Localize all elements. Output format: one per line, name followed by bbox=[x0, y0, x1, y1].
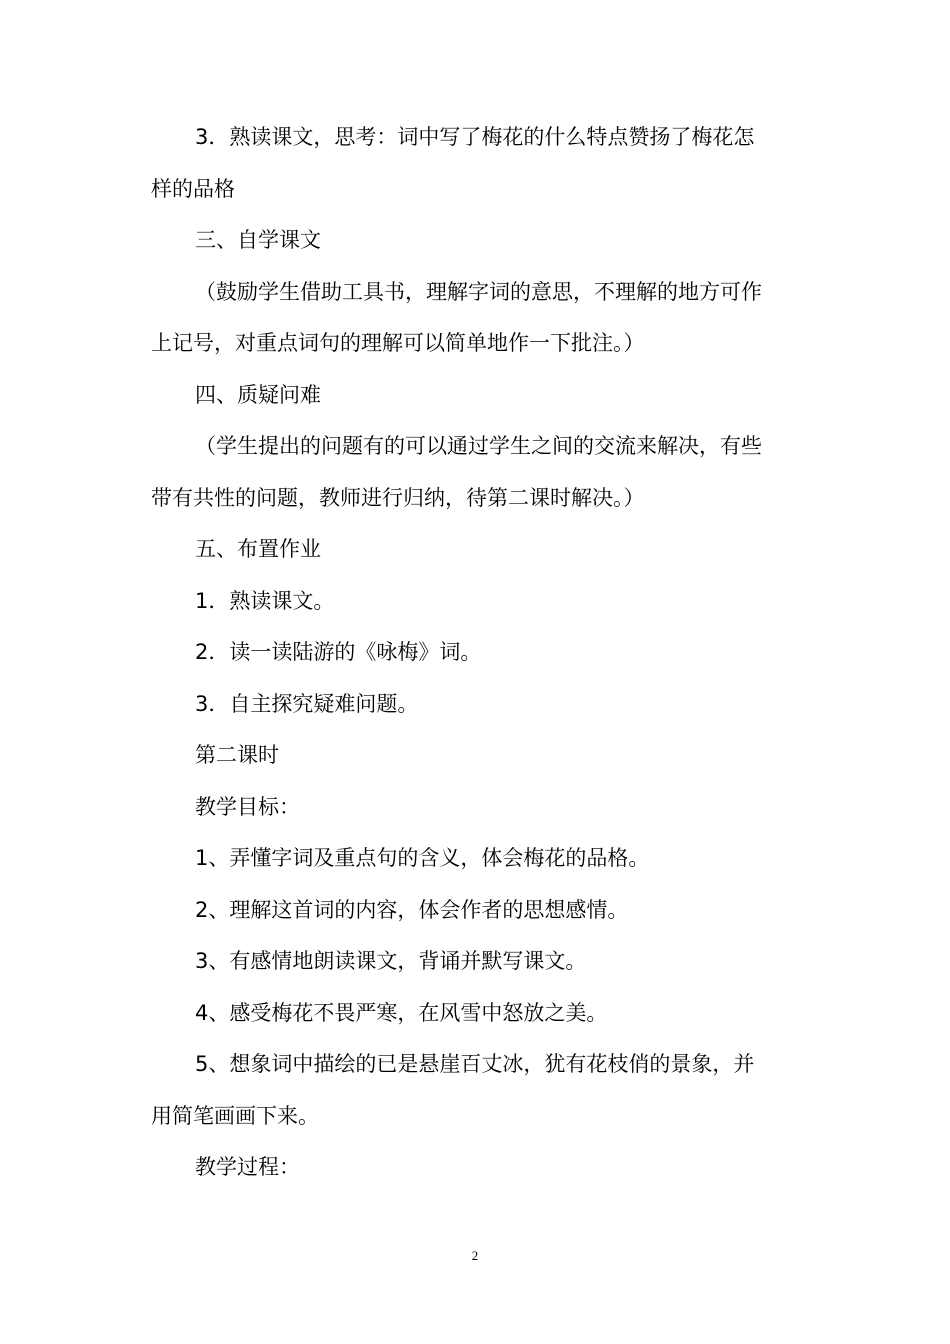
paragraph-line: 用简笔画画下来。 bbox=[151, 1103, 319, 1128]
list-item: 1、弄懂字词及重点句的含义，体会梅花的品格。 bbox=[195, 846, 650, 870]
paragraph-line: 样的品格 bbox=[151, 176, 235, 201]
section-heading: 教学过程： bbox=[195, 1155, 300, 1179]
section-heading: 五、布置作业 bbox=[195, 537, 321, 561]
page-number: 2 bbox=[471, 1248, 479, 1263]
list-item: 4、感受梅花不畏严寒，在风雪中怒放之美。 bbox=[195, 1000, 608, 1025]
document-body bbox=[151, 112, 801, 1194]
list-item: 2．读一读陆游的《咏梅》词。 bbox=[195, 640, 482, 664]
section-heading: 教学目标： bbox=[195, 794, 300, 819]
list-item: 3．自主探究疑难问题。 bbox=[195, 691, 419, 716]
paragraph-line: 3．熟读课文，思考：词中写了梅花的什么特点赞扬了梅花怎 bbox=[195, 125, 755, 149]
section-heading: 第二课时 bbox=[195, 743, 279, 767]
paragraph-line: 带有共性的问题，教师进行归纳，待第二课时解决。） bbox=[151, 485, 645, 510]
paragraph-line: （鼓励学生借助工具书，理解字词的意思，不理解的地方可作 bbox=[195, 279, 762, 304]
section-heading: 四、质疑问难 bbox=[195, 382, 321, 407]
list-item: 2、理解这首词的内容，体会作者的思想感情。 bbox=[195, 897, 629, 922]
paragraph-line: （学生提出的问题有的可以通过学生之间的交流来解决，有些 bbox=[195, 434, 762, 458]
section-heading: 三、自学课文 bbox=[195, 228, 321, 252]
list-item: 5、想象词中描绘的已是悬崖百丈冰，犹有花枝俏的景象，并 bbox=[195, 1052, 755, 1076]
list-item: 3、有感情地朗读课文，背诵并默写课文。 bbox=[195, 949, 587, 973]
list-item: 1．熟读课文。 bbox=[195, 588, 335, 613]
paragraph-line: 上记号，对重点词句的理解可以简单地作一下批注。） bbox=[151, 331, 645, 355]
